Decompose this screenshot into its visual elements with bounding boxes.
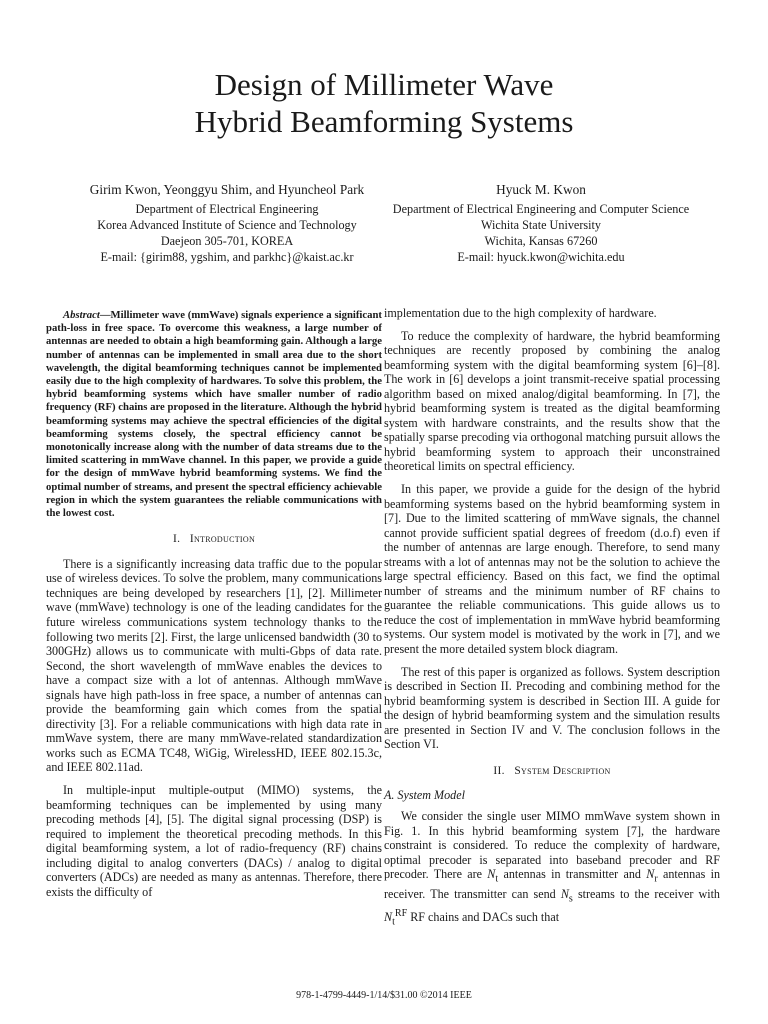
symbol-ns: N (560, 887, 569, 902)
author-address: Wichita, Kansas 67260 (484, 234, 598, 248)
author-address: Daejeon 305-701, KOREA (160, 234, 294, 248)
abstract-label: Abstract (63, 309, 100, 321)
author-department: Department of Electrical Engineering (135, 202, 319, 216)
abstract-text: Millimeter wave (mmWave) signals experience a significant path-loss in free space. To overcome this weakness, a large number of antennas are needed to obtain a high beamforming gain. Although a large number of antennas can be implemented in small area due to the short wavelength, the digital beamforming techniques cannot be implemented easily due to the high complexity of hardwares. To solve this problem, the hybrid beamforming systems which have smaller number of radio frequency (RF) chains are proposed in the literature. Although the hybrid beamforming systems may achieve the spectral efficiencies of the digital beamforming systems closely, the spectral efficiency cannot be monotonically increase along with the number of data streams due to the limited scattering in mmWave channel. In this paper, we provide a guide for the design of mmWave hybrid beamforming systems. We find the optimal number of streams, and present the spectral efficiency achievable region in which the system guarantees the reliable communications with the lowest cost. (46, 309, 382, 520)
author-institution: Wichita State University (481, 218, 601, 232)
abstract (46, 309, 382, 520)
author-block-wichita (366, 182, 716, 265)
section-heading-system-description (384, 764, 720, 779)
paper-title-line-1: Design of Millimeter Wave (214, 67, 554, 102)
subsection-heading-system-model: A. System Model (384, 788, 465, 803)
author-email: E-mail: hyuck.kwon@wichita.edu (457, 250, 625, 264)
paragraph-system-model: We consider the single user MIMO mmWave system shown in Fig. 1. In this hybrid beamforming system [7], the hardware constraint is considered. To reduce the complexity of hardware, optimal precoder is separated into baseband precoder and RF precoder. There are $N_t$ antennas in transmitter and $N_r$ antennas in receiver. The transmitter can send $N_s$ streams to the receiver with $N_t^{RF}$ RF chains and DACs such that (384, 808, 721, 928)
section-title: Introduction (189, 533, 256, 546)
author-department: Department of Electrical Engineering and Computer Science (392, 202, 690, 216)
author-names: Hyuck M. Kwon (496, 182, 586, 197)
paragraph-intro-5: The rest of this paper is organized as follows. System description is described in Section II. Precoding and combining method for the hybrid beamforming system is described in Section III. A guide for the design of hybrid beamforming system and the simulation results are presented in Section IV and V. The conclusion follows in the Section VI. (384, 664, 720, 752)
section-number: II. (493, 764, 505, 777)
paragraph-intro-1: There is a significantly increasing data traffic due to the popular use of wireless devices. To solve the problem, many communications techniques are being developed by researchers [1], [2]. Millimeter wave (mmWave) technology is one of the leading candidates for the future wireless communications system technology thanks to the following two merits [2]. First, the large unlicensed bandwidth (30 to 300GHz) allows us to communicate with multi-Gbps of data rate. Second, the short wavelength of mmWave enables the devices to have a compact size with a lot of antennas. Although mmWave signals have high path-loss in free space, a number of antennas can provide the beamforming gain which comes from the spatial directivity [3]. For a reliable communications with high data rate in mmWave system, there are many mmWave-related standardization works such as ECMA TC48, WiGig, WirelessHD, IEEE 802.15.3c, and IEEE 802.11ad. (46, 556, 382, 775)
abstract-dash: — (99, 309, 111, 321)
section-number: I. (172, 533, 181, 546)
author-institution: Korea Advanced Institute of Science and Technology (97, 218, 357, 232)
left-column (46, 309, 382, 899)
section-heading-introduction (46, 532, 382, 547)
paper-title-line-2: Hybrid Beamforming Systems (194, 104, 574, 139)
paragraph-intro-3: To reduce the complexity of hardware, the hybrid beamforming techniques are recently proposed by combining the analog beamforming system with the digital beamforming system [6]–[8]. The work in [6] develops a joint transmit-receive spatial processing algorithm based on mixed analog/digital beamforming. In [7], the hybrid beamforming system is treated as the digital beamforming system with hardware constraints, and the results show that the spatially sparse precoding via orthogonal matching pursuit allows the hybrid beamforming system to approach their unconstrained theoretical limits on spectral efficiency. (384, 328, 720, 474)
author-email: E-mail: {girim88, ygshim, and parkhc}@kaist.ac.kr (100, 250, 354, 264)
paragraph-intro-2: In multiple-input multiple-output (MIMO) systems, the beamforming techniques can be implemented by using many precoding methods [4], [5]. The digital signal processing (DSP) is required to implement the theoretical precoding methods. In this digital beamforming system, a lot of radio-frequency (RF) chains including digital to analog converters (DACs) / analog to digital converters (ADCs) are needed as many as antennas. Therefore, there exists the difficulty of (46, 783, 382, 899)
paragraph-intro-4: In this paper, we provide a guide for the design of the hybrid beamforming systems based on the hybrid beamforming system in [7]. Due to the limited scattering of mmWave signals, the channel cannot provide sufficient spatial degrees of freedom (d.o.f) even if the number of antennas are large enough. Therefore, to send many streams with a lot of antennas may not be the solution to achieve the large spectral efficiency. Based on this fact, we find the optimal number of streams and the minimum number of RF chains to guarantee the reliable communications. This guide allows us to reduce the cost of implementation in mmWave hybrid beamforming systems. Our system model is motivated by the work in [7], and we present the more detailed system block diagram. (384, 482, 720, 657)
paragraph-intro-2-continued: implementation due to the high complexity of hardware. (384, 306, 657, 320)
symbol-nt: N (487, 867, 496, 882)
author-block-kaist (52, 182, 402, 265)
copyright-footer: 978-1-4799-4449-1/14/$31.00 ©2014 IEEE (296, 990, 472, 1001)
symbol-nt-rf: N (384, 910, 393, 925)
symbol-nr: N (646, 867, 655, 882)
author-names: Girim Kwon, Yeonggyu Shim, and Hyuncheol Park (89, 182, 365, 197)
right-column (384, 306, 720, 930)
section-title: System Description (514, 764, 611, 777)
